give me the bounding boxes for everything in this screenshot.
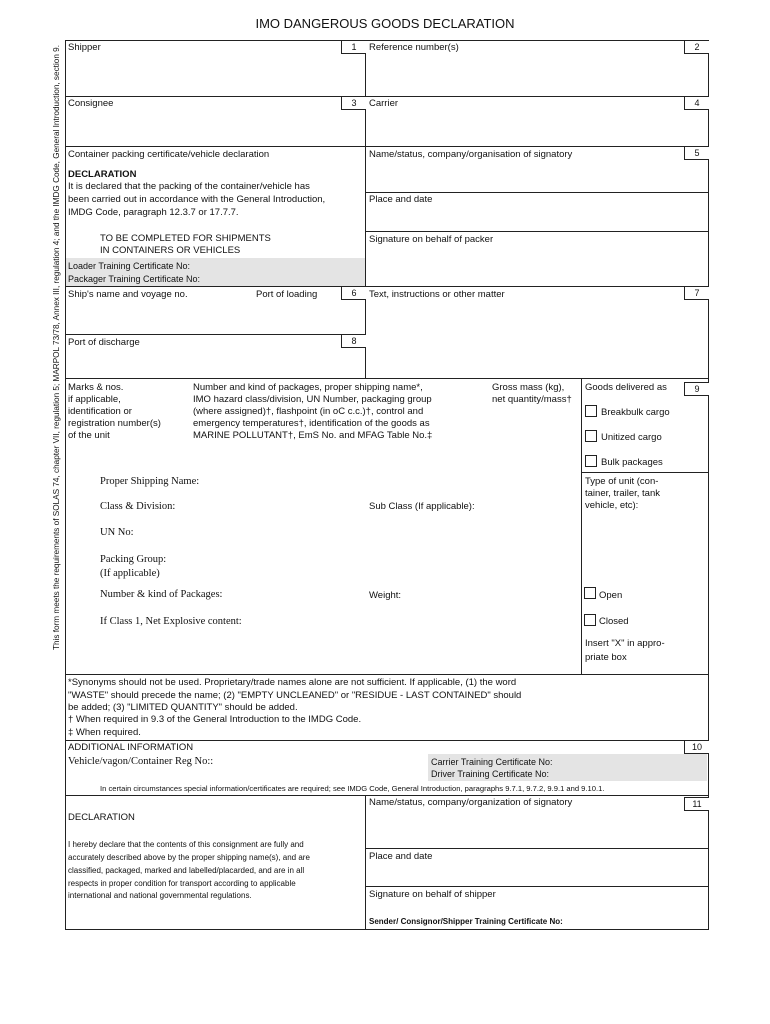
breakbulk-checkbox[interactable] xyxy=(585,405,597,417)
box-number-7: 7 xyxy=(684,286,709,300)
packages-label: IMO hazard class/division, UN Number, packaging group xyxy=(193,394,432,405)
sep-goods xyxy=(65,378,708,379)
form-title: IMO DANGEROUS GOODS DECLARATION xyxy=(255,16,515,31)
footnote-line: "WASTE" should precede the name; (2) "EMPTY UNCLEANED" or "RESIDUE - LAST CONTAINED" should xyxy=(68,690,522,701)
container-cert-label: Container packing certificate/vehicle declaration xyxy=(68,149,270,160)
packages-label: (where assigned)†, flashpoint (in oC c.c.)†, control and xyxy=(193,406,424,417)
sep-right-place xyxy=(365,192,708,193)
driver-cert-label: Driver Training Certificate No: xyxy=(431,769,550,779)
place-date-label: Place and date xyxy=(369,194,433,205)
sender-cert-label: Sender/ Consignor/Shipper Training Certificate No: xyxy=(369,917,563,926)
shipper-signatory-label: Name/status, company/organization of signatory xyxy=(369,797,573,808)
box-number-3: 3 xyxy=(341,96,366,110)
box-number-11: 11 xyxy=(684,797,709,811)
goods-right-divider xyxy=(581,378,582,674)
loader-cert-label: Loader Training Certificate No: xyxy=(68,261,191,271)
packing-group-label: Packing Group: xyxy=(100,554,167,565)
sep-consignee xyxy=(65,146,708,147)
sep-shipper xyxy=(65,96,708,97)
port-discharge-label: Port of discharge xyxy=(68,337,140,348)
open-checkbox[interactable] xyxy=(584,587,596,599)
frame-top xyxy=(65,40,708,41)
declaration-heading: DECLARATION xyxy=(68,169,137,180)
box-number-10: 10 xyxy=(684,740,709,754)
bulk-checkbox[interactable] xyxy=(585,455,597,467)
instructions-label: Text, instructions or other matter xyxy=(369,289,505,300)
packages-label: MARINE POLLUTANT†, EmS No. and MFAG Table No.‡ xyxy=(193,430,433,441)
type-unit-label: Type of unit (con- xyxy=(585,476,659,487)
gross-mass-label: net quantity/mass† xyxy=(492,394,572,405)
shipper-place-date-label: Place and date xyxy=(369,851,433,862)
unitized-label: Unitized cargo xyxy=(601,432,662,443)
frame-left xyxy=(65,40,66,930)
circumstances-note: In certain circumstances special information/certificates are required; see IMDG Code, General Introduction, paragraphs 9.7.1, 9.7.2, 9.9.1 and 9.10.1. xyxy=(100,784,605,793)
marks-label: of the unit xyxy=(68,430,110,441)
packing-group-label: (If applicable) xyxy=(100,568,160,579)
box-number-6: 6 xyxy=(341,286,366,300)
footnote-line: ‡ When required. xyxy=(68,727,141,738)
breakbulk-label: Breakbulk cargo xyxy=(601,407,670,418)
weight-label: Weight: xyxy=(369,590,402,601)
class1-label: If Class 1, Net Explosive content: xyxy=(100,616,242,627)
delivered-as-label: Goods delivered as xyxy=(585,382,667,393)
un-no-label: UN No: xyxy=(100,527,134,538)
declaration-line: It is declared that the packing of the container/vehicle has xyxy=(68,181,310,192)
carrier-label: Carrier xyxy=(369,98,399,109)
marks-label: Marks & nos. xyxy=(68,382,124,393)
number-kind-label: Number & kind of Packages: xyxy=(100,589,223,600)
class-division-label: Class & Division: xyxy=(100,501,176,512)
shipper-declaration-line: accurately described above by the proper shipping name(s), and are xyxy=(68,853,310,862)
type-unit-label: tainer, trailer, tank xyxy=(585,488,660,499)
frame-bottom xyxy=(65,929,708,930)
open-label: Open xyxy=(599,590,623,601)
packages-label: Number and kind of packages, proper shipping name*, xyxy=(193,382,423,393)
marks-label: identification or xyxy=(68,406,132,417)
carrier-cert-label: Carrier Training Certificate No: xyxy=(431,757,553,767)
type-unit-label: vehicle, etc): xyxy=(585,500,639,511)
box-number-2: 2 xyxy=(684,40,709,54)
box-number-9: 9 xyxy=(684,382,709,396)
footnote-line: *Synonyms should not be used. Proprietary/trade names alone are not sufficient. If applicable, (1) the word xyxy=(68,677,517,688)
closed-checkbox[interactable] xyxy=(584,614,596,626)
to-be-completed: TO BE COMPLETED FOR SHIPMENTS xyxy=(100,233,271,244)
closed-label: Closed xyxy=(599,616,629,627)
signature-packer-label: Signature on behalf of packer xyxy=(369,234,494,245)
insert-x-label: priate box xyxy=(585,652,627,663)
sep-type-unit xyxy=(581,472,708,473)
footnote-line: † When required in 9.3 of the General Introduction to the IMDG Code. xyxy=(68,714,362,725)
consignee-label: Consignee xyxy=(68,98,114,109)
packager-cert-label: Packager Training Certificate No: xyxy=(68,274,201,284)
shipper-declaration-line: classified, packaged, marked and labelled/placarded, and are in all xyxy=(68,866,305,875)
signatory-name-label: Name/status, company/organisation of signatory xyxy=(369,149,573,160)
box-number-4: 4 xyxy=(684,96,709,110)
gross-mass-label: Gross mass (kg), xyxy=(492,382,565,393)
box-number-8: 8 xyxy=(341,334,366,348)
packages-label: emergency temperatures†, identification of the goods as xyxy=(193,418,430,429)
sep-shipper-place xyxy=(365,848,708,849)
bulk-label: Bulk packages xyxy=(601,457,663,468)
declaration-line: been carried out in accordance with the General Introduction, xyxy=(68,194,326,205)
sep-port-discharge xyxy=(65,334,365,335)
box-number-1: 1 xyxy=(341,40,366,54)
vehicle-reg-label: Vehicle/vagon/Container Reg No:: xyxy=(68,756,214,767)
proper-shipping-name-label: Proper Shipping Name: xyxy=(100,476,200,487)
footnote-line: be added; (3) "LIMITED QUANTITY" should be added. xyxy=(68,702,298,713)
shipper-declaration-line: international and national governmental regulations. xyxy=(68,891,252,900)
shipper-declaration-line: respects in proper condition for transport according to applicable xyxy=(68,879,296,888)
marks-label: registration number(s) xyxy=(68,418,161,429)
sep-footnotes xyxy=(65,674,708,675)
sub-class-label: Sub Class (If applicable): xyxy=(369,501,475,512)
reference-label: Reference number(s) xyxy=(369,42,459,53)
divider-main xyxy=(365,40,366,378)
sep-shipper-signature xyxy=(365,886,708,887)
marks-label: if applicable, xyxy=(68,394,121,405)
sep-additional xyxy=(65,740,708,741)
additional-info-heading: ADDITIONAL INFORMATION xyxy=(68,742,194,753)
shipper-declaration-heading: DECLARATION xyxy=(68,812,135,823)
port-loading-label: Port of loading xyxy=(256,289,318,300)
unitized-checkbox[interactable] xyxy=(585,430,597,442)
sep-right-signature xyxy=(365,231,708,232)
declaration-line: IMDG Code, paragraph 12.3.7 or 17.7.7. xyxy=(68,207,239,218)
box-number-5: 5 xyxy=(684,146,709,160)
shipper-signature-label: Signature on behalf of shipper xyxy=(369,889,496,900)
insert-x-label: Insert "X" in appro- xyxy=(585,638,665,649)
shipper-declaration-line: I hereby declare that the contents of this consignment are fully and xyxy=(68,840,304,849)
sep-ship xyxy=(65,286,708,287)
sep-shipper-decl xyxy=(65,795,708,796)
divider-shipper-decl xyxy=(365,795,366,929)
ship-name-label: Ship's name and voyage no. xyxy=(68,289,188,300)
shipper-label: Shipper xyxy=(68,42,101,53)
regulation-side-note: This form meets the requirements of SOLAS 74, chapter VII, regulation 5; MARPOL 73/78, Annex III, regulation 4; and the IMDG Code, General Introduction, section 9. xyxy=(52,45,61,650)
to-be-completed: IN CONTAINERS OR VEHICLES xyxy=(100,245,241,256)
